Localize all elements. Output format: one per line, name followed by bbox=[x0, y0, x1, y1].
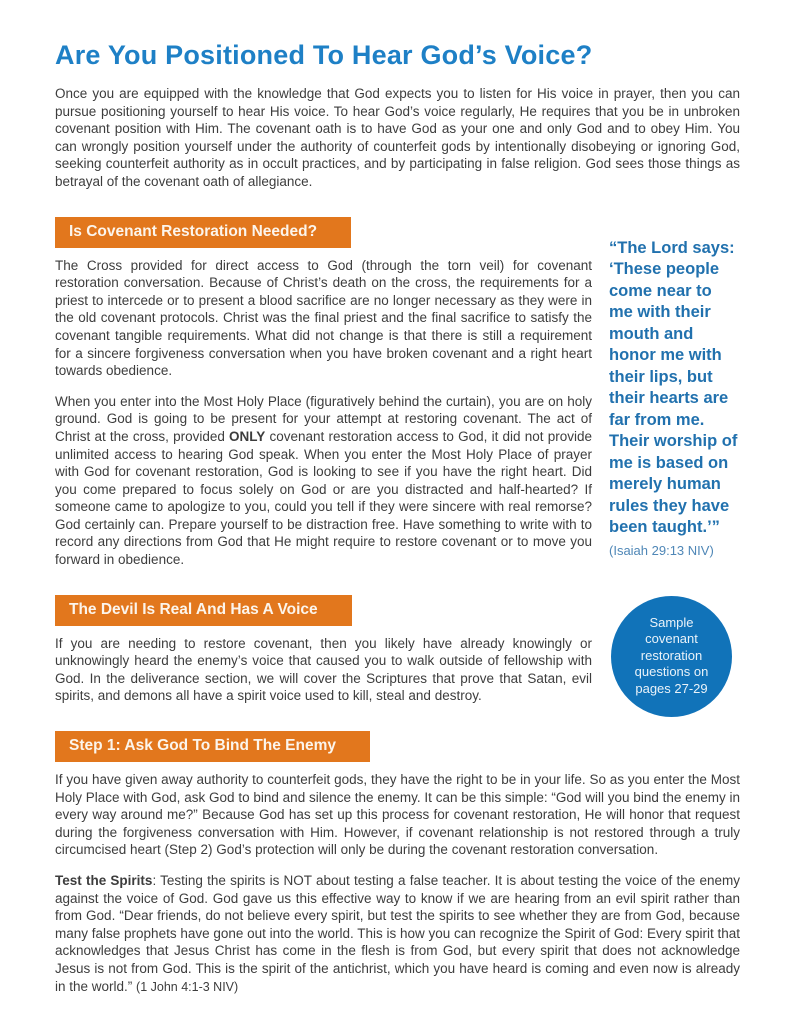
callout-column bbox=[609, 582, 740, 718]
devil-main-column bbox=[55, 582, 592, 718]
step1-paragraph-2-body: : Testing the spirits is NOT about testing a false teacher. It is about testing the voice of the enemy against the voice of God. God gave us this effective way to know if we are hearing from an evil spirit rather than from God. “Dear friends, do not believe every spirit, but test the spirits to see whether they are from God, because many false prophets have gone out into the world. This is how you can recognize the Spirit of God: Every spirit that acknowledges that Jesus Christ has come in the flesh is from God, but every spirit that does not acknowledge Jesus is not from God. This is the spirit of the antichrist, which you have heard is coming and even now is already in the world.” bbox=[55, 873, 740, 994]
intro-paragraph: Once you are equipped with the knowledge that God expects you to listen for His voice in prayer, then you can pursue positioning yourself to hear His voice. To hear God’s voice regularly, He requires that you be in unbroken covenant position with Him. The covenant oath is to have God as your one and only God and to obey Him. You can wrongly position yourself under the authority of counterfeit gods by intentionally disobeying or ignoring God, seeking counterfeit authority as in occult practices, and by participating in false religion. God sees those things as betrayal of the covenant oath of allegiance. bbox=[55, 86, 740, 189]
devil-paragraph: If you are needing to restore covenant, then you likely have already knowingly or unknowingly heard the enemy’s voice that caused you to walk outside of fellowship with God. In the deliverance section, we will cover the Scriptures that prove that Satan, evil spirits, and demons all have a spirit voice used to kill, steal and destroy. bbox=[55, 635, 592, 704]
pull-quote-column bbox=[609, 204, 740, 582]
restoration-paragraph-2-start: When you enter into the Most Holy Place (figuratively behind the curtain), you are on holy ground. God is going to be present for your attempt at restoring covenant. The act of Christ at the cross, provided bbox=[55, 393, 592, 444]
restoration-section-banner: Is Covenant Restoration Needed? bbox=[55, 217, 351, 248]
devil-section bbox=[55, 582, 740, 718]
restoration-paragraph-1: The Cross provided for direct access to God (through the torn veil) for covenant restoration conversation. Because of Christ’s death on the cross, the requirements for a priest to intercede or to present a blood sacrifice are no longer necessary as they were in the old covenant protocols. Christ was the final priest and the final sacrifice to satisfy the covenant tangible requirements. What did not change is that there is still a requirement for a sincere forgiveness conversation when you have broken covenant and a right heart towards obedience. bbox=[55, 257, 592, 379]
callout-circle bbox=[611, 596, 732, 717]
callout-circle-text: Sample covenant restoration questions on pages 27-29 bbox=[634, 614, 709, 696]
only-emphasis: ONLY bbox=[229, 428, 266, 444]
step1-paragraph-2 bbox=[55, 872, 740, 996]
restoration-paragraph-2-rest: covenant restoration access to God, it did not provide unlimited access to hearing God speak. When you enter the Most Holy Place of prayer with God for covenant restoration, God is looking to see if you have the right heart. Did you come prepared to focus solely on God or are you distracted and half-hearted? If someone came to apologize to you, could you tell if they were sincere with real remorse? God certainly can. Prepare yourself to be distraction free. Have something to write with to record any directions from God that He might require to restore covenant or to move you forward in obedience. bbox=[55, 428, 592, 568]
step1-paragraph-1: If you have given away authority to counterfeit gods, they have the right to be in your life. So as you enter the Most Holy Place with God, ask God to bind and silence the enemy. It can be this simple: “God will you bind the enemy in every way around me?” Because God has set up this process for covenant restoration, He will honor that request during the forgiveness conversation with Him. However, if covenant relationship is not restored through a truly circumcised heart (Step 2) God’s protection will only be during the covenant restoration conversation. bbox=[55, 772, 740, 858]
page-title: Are You Positioned To Hear God’s Voice? bbox=[55, 40, 593, 70]
devil-section-banner: The Devil Is Real And Has A Voice bbox=[55, 595, 352, 626]
test-the-spirits-lead: Test the Spirits bbox=[55, 873, 153, 888]
step1-section bbox=[55, 718, 740, 996]
restoration-main-column bbox=[55, 204, 592, 582]
step1-section-banner: Step 1: Ask God To Bind The Enemy bbox=[55, 731, 370, 762]
restoration-paragraph-2 bbox=[55, 393, 592, 569]
pull-quote-text: “The Lord says: ‘These people come near to me with their mouth and honor me with their lips, but their hearts are far from me. Their worship of me is based on merely human rules they have been taught.’” bbox=[609, 238, 738, 537]
restoration-section bbox=[55, 204, 740, 582]
pull-quote-citation: (Isaiah 29:13 NIV) bbox=[609, 542, 714, 558]
john-citation: (1 John 4:1-3 NIV) bbox=[136, 979, 239, 994]
